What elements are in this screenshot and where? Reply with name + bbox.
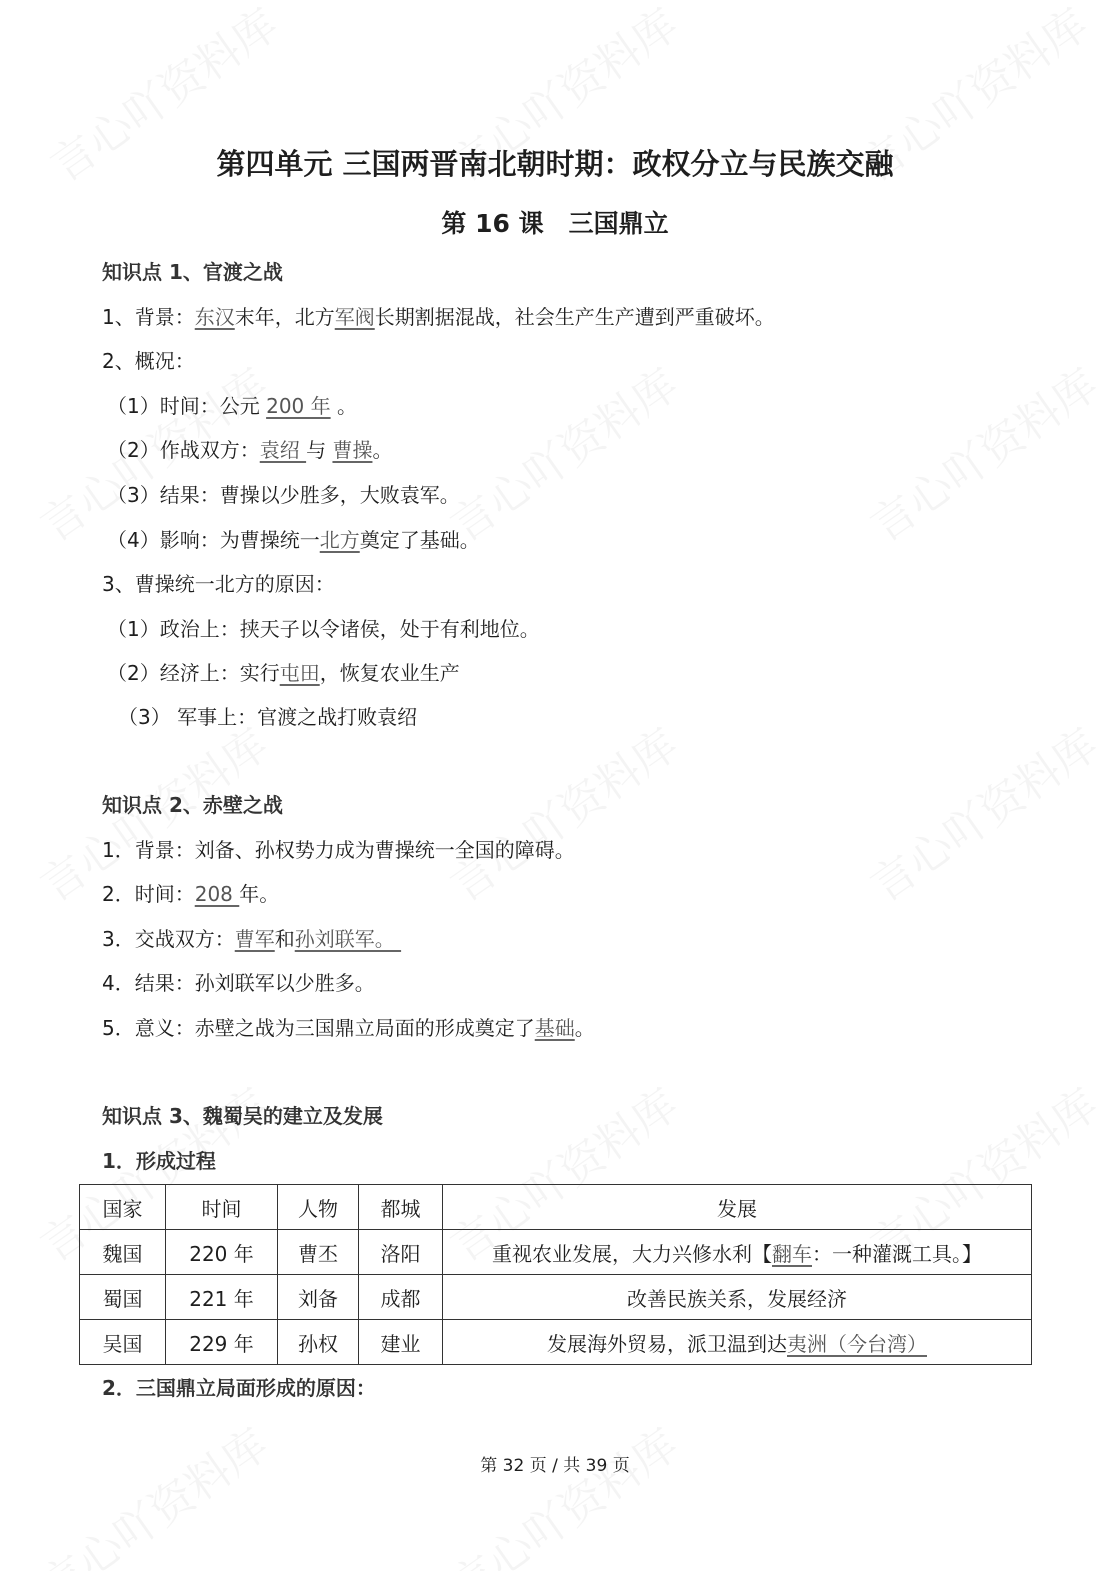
watermark (856, 350, 1109, 554)
result-line: （3）结果：曹操以少胜多，大败袁军。 (107, 483, 460, 507)
reason-title: 3、曹操统一北方的原因： (102, 572, 335, 596)
table-row: 蜀国 221 年 刘备 成都 改善民族关系，发展经济 (80, 1275, 1032, 1320)
page-footer: 第 32 页 / 共 39 页 (480, 1456, 630, 1476)
reason-line: （3） 军事上：官渡之战打败袁绍 (118, 705, 418, 729)
overview-line: 2、概况： (102, 349, 195, 373)
meaning-line: 5．意义：赤壁之战为三国鼎立局面的形成奠定了基础。 (102, 1016, 595, 1040)
sides-line: （2）作战双方：袁绍 与 曹操。 (107, 438, 393, 462)
time-line: 2．时间：208 年。 (102, 882, 280, 906)
three-kingdoms-table (79, 1184, 1032, 1365)
table-header-row: 国家 时间 人物 都城 发展 (80, 1185, 1032, 1230)
watermark (436, 710, 689, 914)
sides-line: 3．交战双方：曹军和孙刘联军。 (102, 927, 402, 951)
lesson-title: 第 16 课 三国鼎立 (441, 209, 669, 238)
result-line: 4．结果：孙刘联军以少胜多。 (102, 971, 375, 995)
section-heading: 知识点 3、魏蜀吴的建立及发展 (102, 1104, 383, 1128)
background-line: 1、背景：东汉末年，北方军阀长期割据混战，社会生产生产遭到严重破坏。 (102, 305, 775, 329)
watermark (26, 1410, 279, 1571)
watermark (856, 710, 1109, 914)
background-line: 1．背景：刘备、孙权势力成为曹操统一全国的障碍。 (102, 838, 575, 862)
watermark (436, 1410, 689, 1571)
section-heading: 知识点 1、官渡之战 (102, 260, 283, 284)
subheading: 2．三国鼎立局面形成的原因： (102, 1376, 376, 1400)
reason-line: （2）经济上：实行屯田，恢复农业生产 (107, 661, 460, 685)
time-line: （1）时间：公元 200 年 。 (107, 394, 357, 418)
impact-line: （4）影响：为曹操统一北方奠定了基础。 (107, 528, 480, 552)
subheading: 1．形成过程 (102, 1149, 216, 1173)
section-heading: 知识点 2、赤壁之战 (102, 793, 283, 817)
table-row: 吴国 229 年 孙权 建业 发展海外贸易，派卫温到达夷洲（今台湾） (80, 1320, 1032, 1365)
table-row: 魏国 220 年 曹丕 洛阳 重视农业发展，大力兴修水利【翻车：一种灌溉工具。】 (80, 1230, 1032, 1275)
reason-line: （1）政治上：挟天子以令诸侯，处于有利地位。 (107, 617, 540, 641)
unit-title: 第四单元 三国两晋南北朝时期：政权分立与民族交融 (216, 147, 894, 181)
watermark (436, 350, 689, 554)
